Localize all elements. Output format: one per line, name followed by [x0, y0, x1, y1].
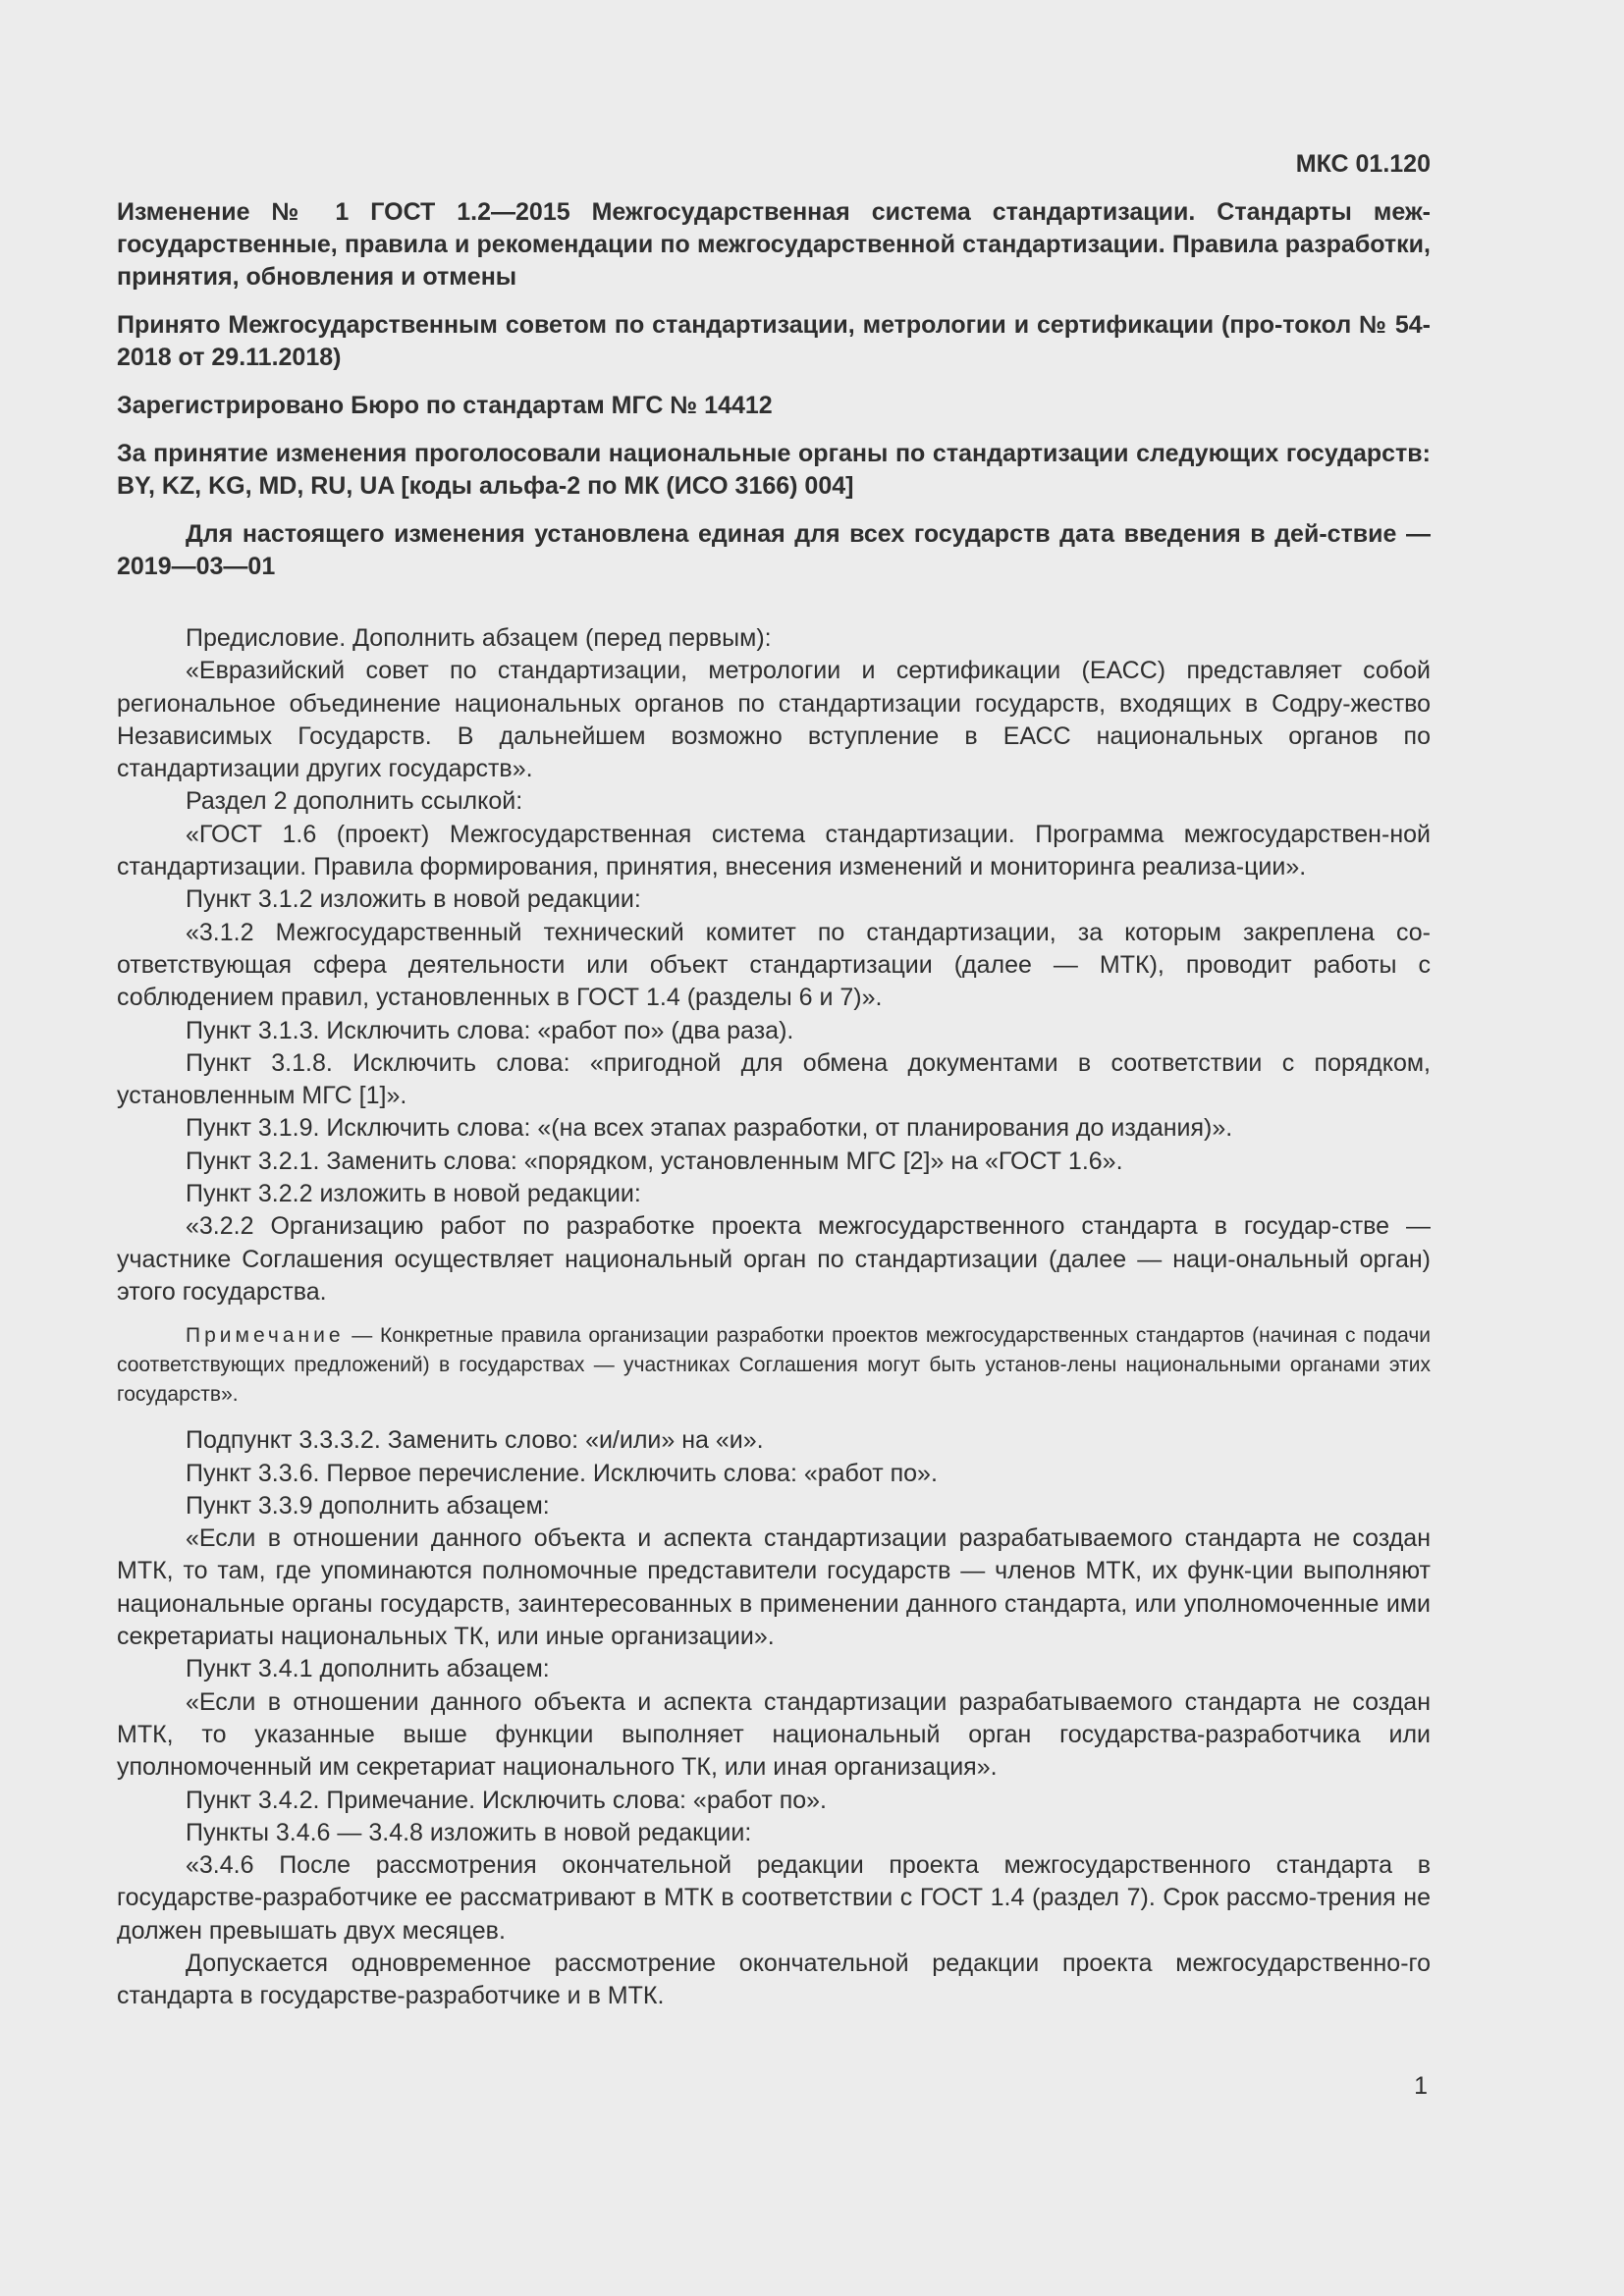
classification-code: МКС 01.120 — [1295, 150, 1431, 178]
body-paragraph: Пункт 3.1.2 изложить в новой редакции: — [186, 885, 641, 914]
body-paragraph: Подпункт 3.3.3.2. Заменить слово: «и/или» на «и». — [186, 1426, 764, 1455]
body-paragraph: Пункт 3.1.9. Исключить слова: «(на всех этапах разработки, от планирования до издания)». — [186, 1114, 1233, 1143]
body-paragraph: Предисловие. Дополнить абзацем (перед первым): — [186, 624, 772, 652]
body-paragraph: Пункт 3.2.2 изложить в новой редакции: — [186, 1180, 641, 1208]
body-paragraph: Пункт 3.1.8. Исключить слова: «пригодной для обмена документами в соответствии с порядком, установленным МГС [1]». — [117, 1048, 1431, 1110]
body-paragraph: «Если в отношении данного объекта и аспекта стандартизации разрабатываемого стандарта не создан МТК, то указанные выше функции выполняет национальный орган государства-разработчика или уполномоченный им секретариат национального ТК, или иная организация». — [117, 1687, 1431, 1782]
body-paragraph: «3.4.6 После рассмотрения окончательной редакции проекта межгосударственного стандарта в государстве-разработчике ее рассматривают в МТК в соответствии с ГОСТ 1.4 (раздел 7). Срок рассмо-трения не должен превышать двух месяцев. — [117, 1851, 1431, 1945]
body-paragraph: Раздел 2 дополнить ссылкой: — [186, 787, 523, 816]
body-paragraph: Пункт 3.4.1 дополнить абзацем: — [186, 1655, 550, 1683]
page-number: 1 — [1414, 2072, 1428, 2100]
body-paragraph: Пункт 3.3.6. Первое перечисление. Исключить слова: «работ по». — [186, 1459, 938, 1487]
body-paragraph: Допускается одновременное рассмотрение окончательной редакции проекта межгосударственно-го стандарта в государстве-разработчике и в МТК. — [117, 1949, 1431, 2010]
body-paragraph: Пункт 3.2.1. Заменить слова: «порядком, установленным МГС [2]» на «ГОСТ 1.6». — [186, 1147, 1123, 1175]
body-paragraph: Пункты 3.4.6 — 3.4.8 изложить в новой редакции: — [186, 1818, 752, 1846]
body-paragraph: «3.1.2 Межгосударственный технический комитет по стандартизации, за которым закреплена со-ответствующая сфера деятельности или объект стандартизации (далее — МТК), проводит работы с соблюдением правил, установленных в ГОСТ 1.4 (разделы 6 и 7)». — [117, 918, 1431, 1012]
voting-statement: За принятие изменения проголосовали национальные органы по стандартизации следующих государств: BY, KZ, KG, MD, RU, UA [коды альфа-2 по МК (ИСО 3166) 004] — [117, 440, 1431, 500]
note-text: — Конкретные правила организации разработки проектов межгосударственных стандартов (начиная с подачи соответствующих предложений) в государствах — участниках Соглашения могут быть установ-лены национальными органами этих государств». — [117, 1324, 1431, 1407]
registration-statement: Зарегистрировано Бюро по стандартам МГС № 14412 — [117, 392, 773, 419]
body-paragraph: «ГОСТ 1.6 (проект) Межгосударственная система стандартизации. Программа межгосударствен-ной стандартизации. Правила формирования, принятия, внесения изменений и мониторинга реализа-ции». — [117, 820, 1431, 881]
note — [117, 1321, 1431, 1410]
body-paragraph: «Если в отношении данного объекта и аспекта стандартизации разрабатываемого стандарта не создан МТК, то там, где упоминаются полномочные представители государств — членов МТК, их функ-ции выполняют национальные органы государств, заинтересованных в применении данного стандарта, или уполномоченные ими секретариаты национальных ТК, или иные организации». — [117, 1524, 1431, 1651]
body-paragraph: «3.2.2 Организацию работ по разработке проекта межгосударственного стандарта в государ-стве — участнике Соглашения осуществляет национальный орган по стандартизации (далее — наци-ональный орган) этого государства. — [117, 1212, 1431, 1306]
body-paragraph: Пункт 3.1.3. Исключить слова: «работ по» (два раза). — [186, 1016, 794, 1044]
amendment-title: Изменение № 1 ГОСТ 1.2—2015 Межгосударственная система стандартизации. Стандарты меж-государственные, правила и рекомендации по межгосударственной стандартизации. Правила разработки, принятия, обновления и отмены — [117, 198, 1431, 291]
amendment-body — [117, 622, 1431, 2013]
body-paragraph: «Евразийский совет по стандартизации, метрологии и сертификации (ЕАСС) представляет собой региональное объединение национальных органов по стандартизации государств, входящих в Содру-жество Независимых Государств. В дальнейшем возможно вступление в ЕАСС национальных органов по стандартизации других государств». — [117, 657, 1431, 783]
body-paragraph: Пункт 3.4.2. Примечание. Исключить слова: «работ по». — [186, 1786, 828, 1814]
effective-date-statement: Для настоящего изменения установлена единая для всех государств дата введения в дей-ствие — 2019—03—01 — [117, 520, 1431, 580]
note-label: Примечание — [186, 1324, 345, 1348]
page-content — [117, 147, 1431, 2013]
body-paragraph: Пункт 3.3.9 дополнить абзацем: — [186, 1491, 550, 1520]
adopted-statement: Принято Межгосударственным советом по стандартизации, метрологии и сертификации (про-токол № 54-2018 от 29.11.2018) — [117, 311, 1431, 371]
